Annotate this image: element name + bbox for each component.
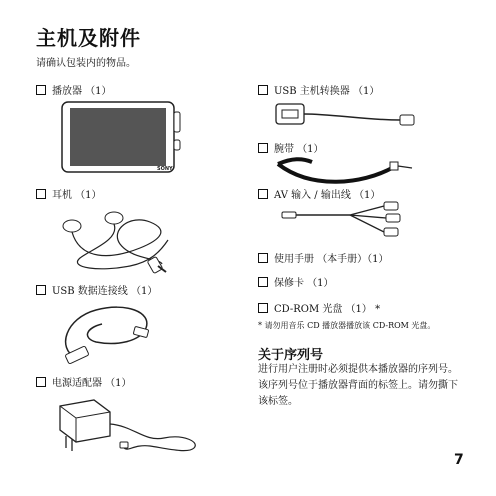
item-cdrom [258,300,380,315]
item-earphones [36,186,102,201]
item-cdrom-label: CD-ROM 光盘 （1） * [274,304,381,315]
checkbox-icon [36,85,46,95]
checkbox-icon [36,189,46,199]
item-player-label: 播放器 （1） [52,86,112,97]
item-usb-cable-label: USB 数据连接线 （1） [52,286,158,297]
page-subtitle: 请确认包装内的物品。 [36,58,136,69]
item-strap [258,140,324,155]
page-number: 7 [454,452,464,468]
av-cable-illustration [280,200,410,246]
checkbox-icon [258,277,268,287]
item-earphones-label: 耳机 （1） [52,190,102,201]
checkbox-icon [258,85,268,95]
item-usb-converter [258,82,379,97]
item-manual-label: 使用手册 （本手册）（1） [274,254,389,265]
checkbox-icon [258,253,268,263]
sony-logo: SONY [157,166,173,172]
checkbox-icon [36,285,46,295]
item-ac-adaptor-label: 电源适配器 （1） [52,378,132,389]
item-av-cable [258,186,380,201]
ac-adaptor-illustration [54,392,204,458]
item-warranty-label: 保修卡 （1） [274,278,334,289]
usb-cable-illustration [56,298,156,370]
checkbox-icon [36,377,46,387]
item-usb-converter-label: USB 主机转换器 （1） [274,86,380,97]
page-title: 主机及附件 [36,26,141,50]
serial-heading: 关于序列号 [258,348,324,363]
checkbox-icon [258,303,268,313]
strap-illustration [272,154,422,184]
item-av-cable-label: AV 输入 / 输出线 （1） [274,190,381,201]
usb-converter-illustration [274,100,424,130]
item-warranty [258,274,334,289]
item-player [36,82,112,97]
item-manual [258,250,389,265]
serial-text: 进行用户注册时必须提供本播放器的序列号。该序列号位于播放器背面的标签上。请勿撕下该标签。 [258,364,458,407]
earphones-illustration [50,200,180,278]
player-illustration [60,100,186,176]
item-strap-label: 腕带 （1） [274,144,324,155]
cdrom-note: * 请勿用音乐 CD 播放器播放该 CD-ROM 光盘。 [258,321,436,330]
checkbox-icon [258,189,268,199]
item-usb-cable [36,282,157,297]
checkbox-icon [258,143,268,153]
item-ac-adaptor [36,374,132,389]
